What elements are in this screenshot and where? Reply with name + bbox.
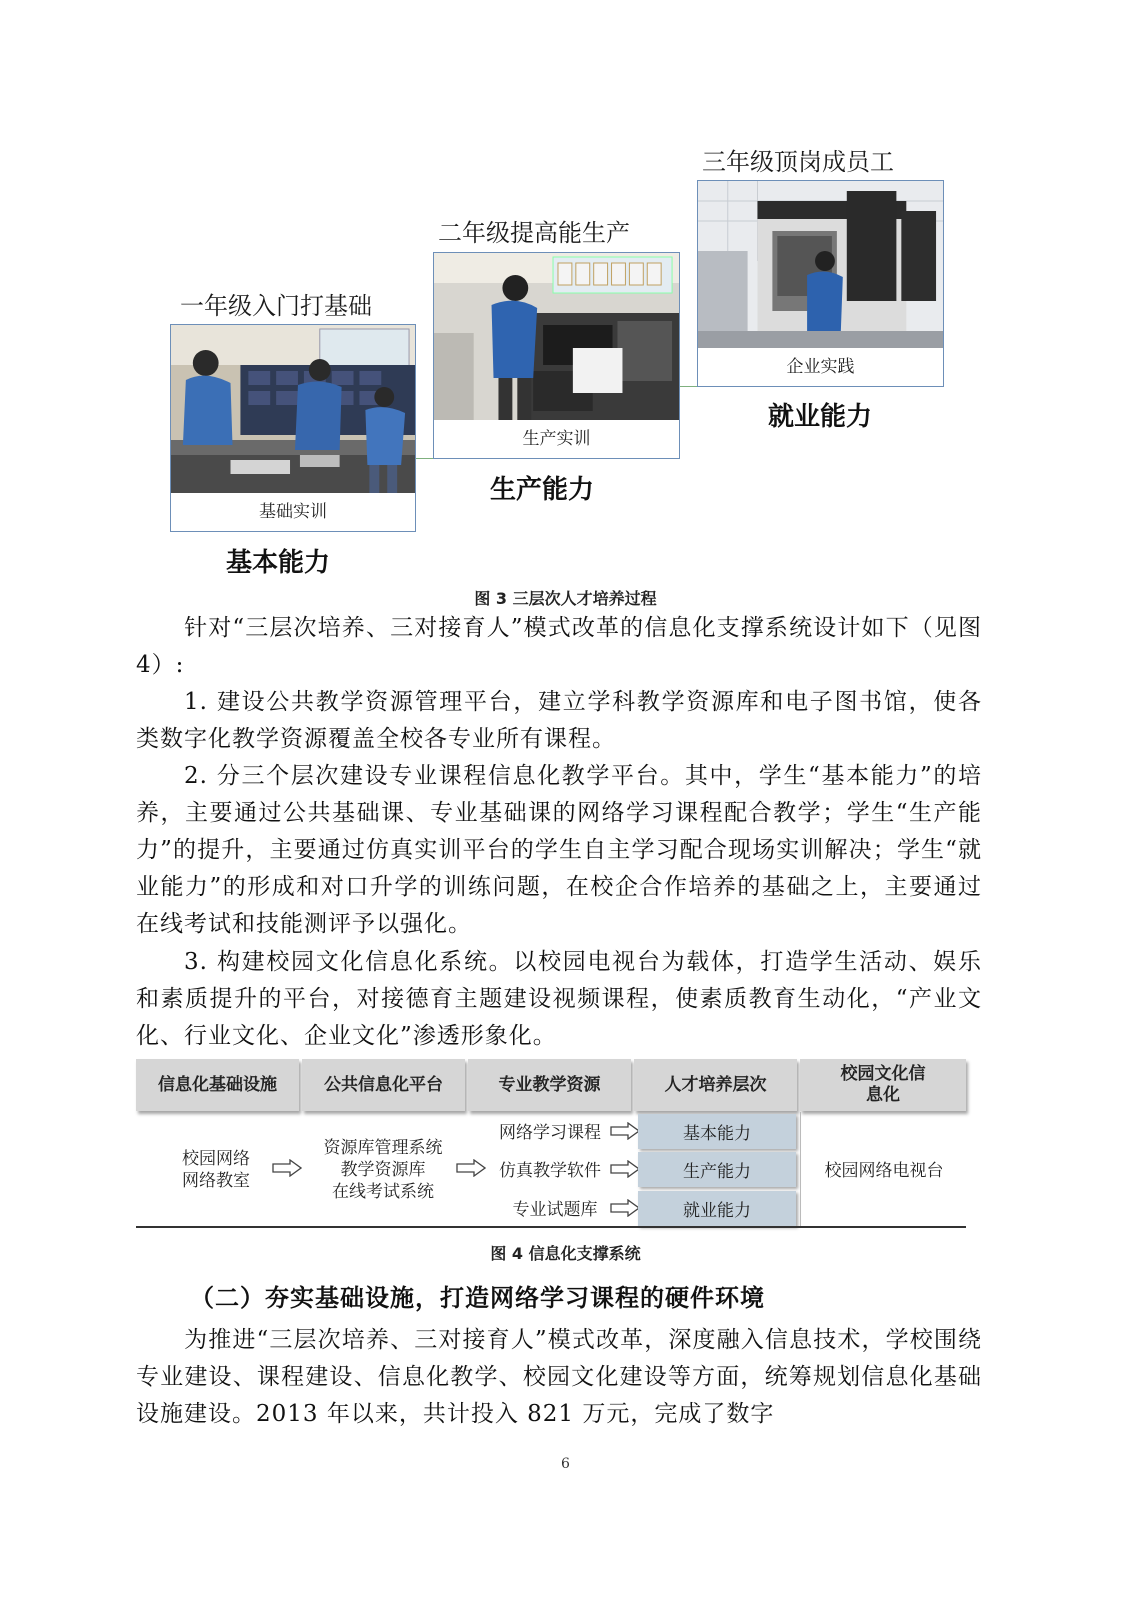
paragraph-item-2 xyxy=(136,758,982,943)
platform-item-1: 资源库管理系统 xyxy=(323,1138,443,1158)
culture-item: 校园网络电视台 xyxy=(824,1161,944,1181)
level-production: 生产能力 xyxy=(638,1152,796,1187)
paragraph-item-3-text: 3. 构建校园文化信息化系统。以校园电视台为载体，打造学生活动、娱乐和素质提升的平台，对接德育主题建设视频课程，使素质教育生动化，“产业文化、行业文化、企业文化”渗透形象化。 xyxy=(136,949,982,1049)
paragraph-intro-text: 针对“三层次培养、三对接育人”模式改革的信息化支撑系统设计如下（见图 4）: xyxy=(136,615,982,678)
paragraph-item-1 xyxy=(136,684,982,758)
stage-1-ability: 基本能力 xyxy=(226,548,331,578)
arrow-right-icon xyxy=(272,1159,302,1177)
resource-item-1: 网络学习课程 xyxy=(499,1123,601,1143)
production-training-photo xyxy=(434,253,679,420)
stage-1-strip-label: 基础实训 xyxy=(259,502,327,522)
section-heading: （二）夯实基础设施，打造网络学习课程的硬件环境 xyxy=(190,1284,765,1312)
stage-connector-1 xyxy=(416,458,433,459)
paragraph-intro xyxy=(136,610,982,684)
arrow-right-icon xyxy=(456,1159,486,1177)
basic-training-photo xyxy=(171,325,415,493)
stage-3-ability: 就业能力 xyxy=(768,402,873,432)
stage-3-strip-label: 企业实践 xyxy=(786,357,855,377)
stage-1-heading: 一年级入门打基础 xyxy=(180,292,372,320)
stage-2-ability: 生产能力 xyxy=(490,475,595,505)
section-paragraph xyxy=(136,1322,982,1433)
stage-1-photo-card xyxy=(170,324,416,532)
figure-4-bottom-rule xyxy=(136,1226,966,1228)
stage-3-heading: 三年级顶岗成员工 xyxy=(702,148,894,176)
header-platform: 公共信息化平台 xyxy=(302,1059,465,1111)
section-paragraph-text: 为推进“三层次培养、三对接育人”模式改革，深度融入信息技术，学校围绕专业建设、课程建设、信息化教学、校园文化建设等方面，统筹规划信息化基础设施建设。2013 年以来，共计投入 821 万元，完成了数字 xyxy=(136,1327,982,1427)
paragraph-item-1-text: 1. 建设公共教学资源管理平台，建立学科教学资源库和电子图书馆，使各类数字化教学资源覆盖全校各专业所有课程。 xyxy=(136,689,982,752)
figure-4-caption: 图 4 信息化支撑系统 xyxy=(490,1244,641,1263)
platform-item-2: 教学资源库 xyxy=(340,1160,426,1180)
stage-3-photo-card xyxy=(697,180,944,387)
culture-divider xyxy=(800,1112,801,1226)
arrow-right-icon xyxy=(610,1199,640,1217)
infra-item-1: 校园网络 xyxy=(182,1149,250,1169)
header-culture: 校园文化信息化 xyxy=(800,1059,966,1111)
figure-3-caption: 图 3 三层次人才培养过程 xyxy=(474,589,657,608)
resource-item-2: 仿真教学软件 xyxy=(499,1161,601,1181)
level-basic: 基本能力 xyxy=(638,1114,796,1149)
header-infrastructure: 信息化基础设施 xyxy=(136,1059,299,1111)
page-number: 6 xyxy=(561,1456,570,1472)
header-levels: 人才培养层次 xyxy=(634,1059,797,1111)
stage-connector-2 xyxy=(680,386,697,387)
arrow-right-icon xyxy=(610,1160,640,1178)
resource-item-3: 专业试题库 xyxy=(512,1200,598,1220)
stage-2-photo-card xyxy=(433,252,680,459)
paragraph-item-3 xyxy=(136,944,982,1055)
level-employment: 就业能力 xyxy=(638,1191,796,1226)
paragraph-item-2-text: 2. 分三个层次建设专业课程信息化教学平台。其中，学生“基本能力”的培养，主要通过公共基础课、专业基础课的网络学习课程配合教学；学生“生产能力”的提升，主要通过仿真实训平台的学生自主学习配合现场实训解决；学生“就业能力”的形成和对口升学的训练问题，在校企合作培养的基础之上，主要通过在线考试和技能测评予以强化。 xyxy=(136,763,982,937)
stage-2-strip-label: 生产实训 xyxy=(522,429,591,449)
header-resources: 专业教学资源 xyxy=(468,1059,631,1111)
infra-item-2: 网络教室 xyxy=(182,1171,250,1191)
platform-item-3: 在线考试系统 xyxy=(332,1182,434,1202)
arrow-right-icon xyxy=(610,1122,640,1140)
stage-2-heading: 二年级提高能生产 xyxy=(438,219,630,247)
enterprise-practice-photo xyxy=(698,181,943,348)
